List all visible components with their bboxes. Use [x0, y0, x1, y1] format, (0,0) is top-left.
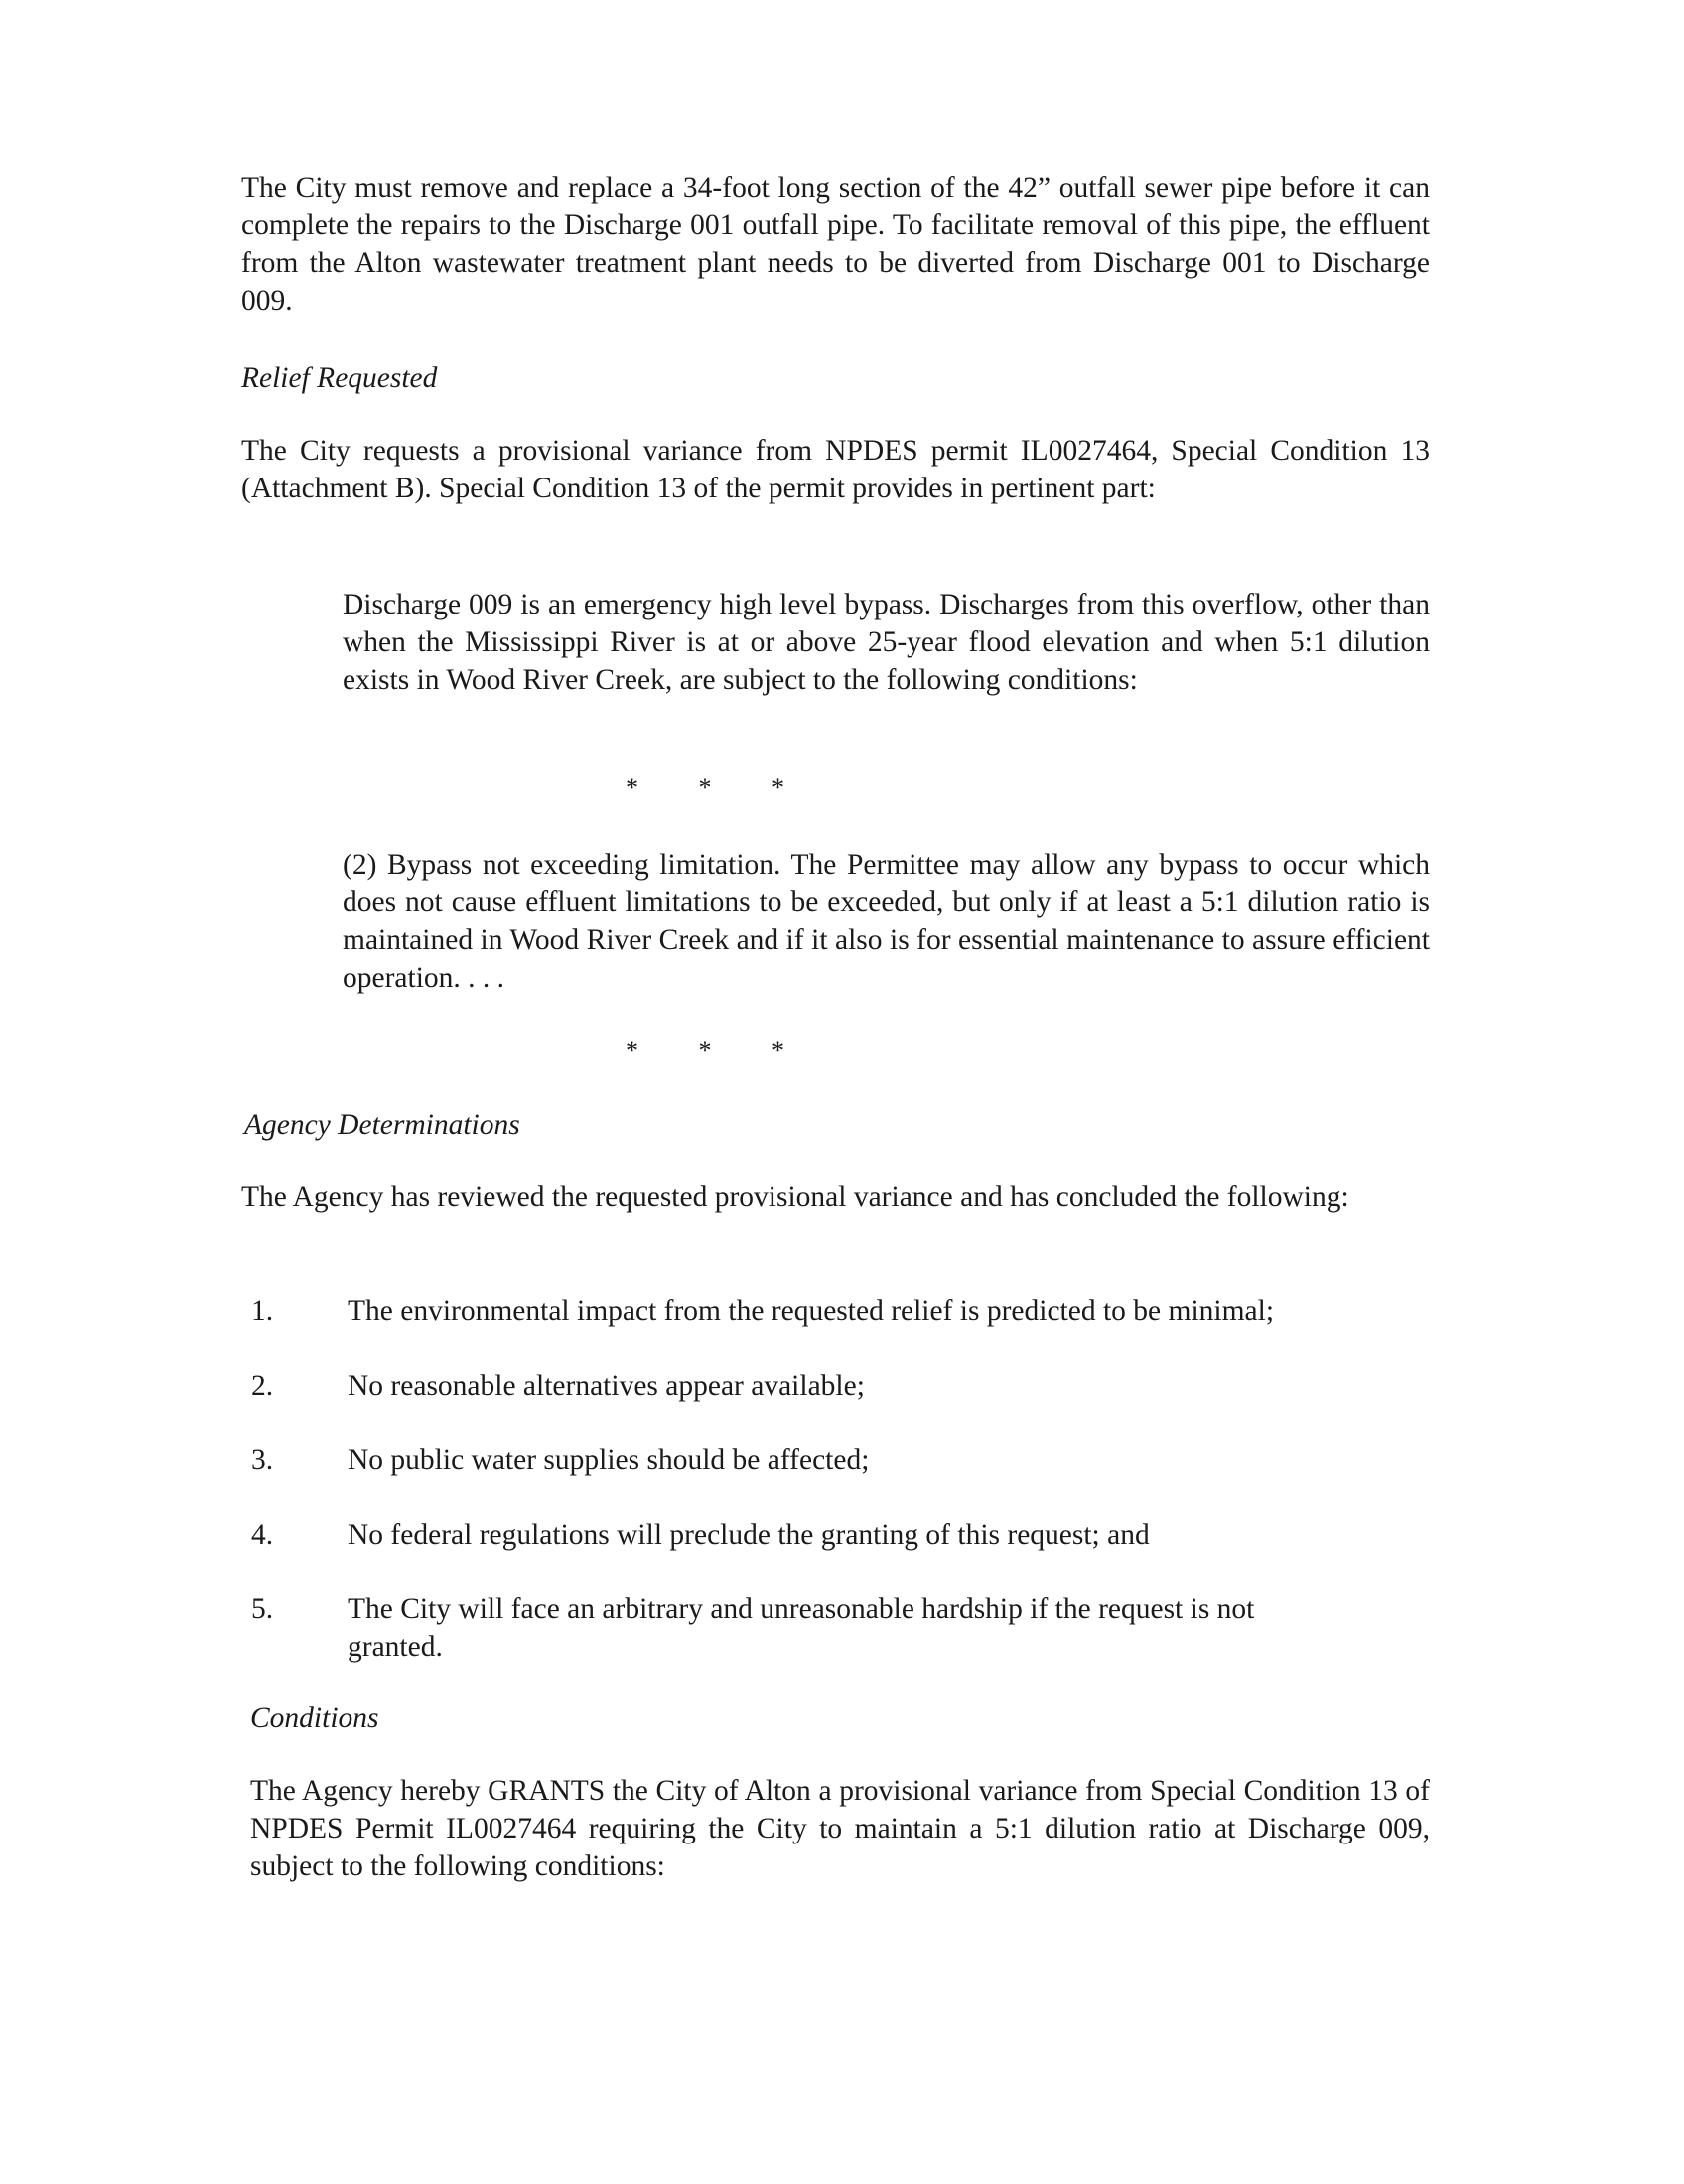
list-item-number: 4.	[251, 1519, 274, 1551]
section-break-asterisks-2	[626, 1032, 784, 1070]
section-break-asterisks-1	[626, 769, 784, 807]
list-item-text: No reasonable alternatives appear available;	[348, 1370, 865, 1402]
asterisk: *	[772, 1036, 784, 1065]
permit-quote-2: (2) Bypass not exceeding limitation. The Permittee may allow any bypass to occur which does not cause effluent limitations to be exceeded, but only if at least a 5:1 dilution ratio is maintained in Wood River Creek and if it also is for essential maintenance to assure efficient operation. . . .	[343, 849, 1430, 994]
list-item-number: 3.	[251, 1444, 274, 1476]
list-item-text: The environmental impact from the requested relief is predicted to be minimal;	[348, 1296, 1275, 1327]
relief-requested-heading: Relief Requested	[241, 362, 438, 394]
agency-determinations-paragraph: The Agency has reviewed the requested provisional variance and has concluded the following:	[241, 1181, 1349, 1213]
intro-paragraph: The City must remove and replace a 34-foot long section of the 42” outfall sewer pipe before it can complete the repairs to the Discharge 001 outfall pipe. To facilitate removal of this pipe, the effluent from the Alton wastewater treatment plant needs to be diverted from Discharge 001 to Discharge 009.	[241, 172, 1430, 317]
conditions-paragraph: The Agency hereby GRANTS the City of Alton a provisional variance from Special Condition 13 of NPDES Permit IL0027464 requiring the City to maintain a 5:1 dilution ratio at Discharge 009, subject to the following conditions:	[250, 1775, 1430, 1882]
asterisk: *	[698, 773, 712, 802]
asterisk: *	[626, 773, 638, 802]
list-item-number: 5.	[251, 1593, 274, 1625]
list-item-number: 1.	[251, 1296, 274, 1327]
list-item-text: No public water supplies should be affected;	[348, 1444, 870, 1476]
list-item-text: The City will face an arbitrary and unreasonable hardship if the request is not granted.	[348, 1593, 1255, 1663]
relief-requested-paragraph: The City requests a provisional variance from NPDES permit IL0027464, Special Condition 13 (Attachment B). Special Condition 13 of the permit provides in pertinent part:	[241, 435, 1430, 504]
asterisk: *	[698, 1036, 712, 1065]
agency-determinations-heading: Agency Determinations	[244, 1109, 520, 1141]
list-item-number: 2.	[251, 1370, 274, 1402]
permit-quote-1: Discharge 009 is an emergency high level bypass. Discharges from this overflow, other than when the Mississippi River is at or above 25-year flood elevation and when 5:1 dilution exists in Wood River Creek, are subject to the following conditions:	[343, 589, 1430, 696]
conditions-heading: Conditions	[250, 1703, 379, 1734]
asterisk: *	[772, 773, 784, 802]
list-item-text: No federal regulations will preclude the granting of this request; and	[348, 1519, 1150, 1551]
asterisk: *	[626, 1036, 638, 1065]
